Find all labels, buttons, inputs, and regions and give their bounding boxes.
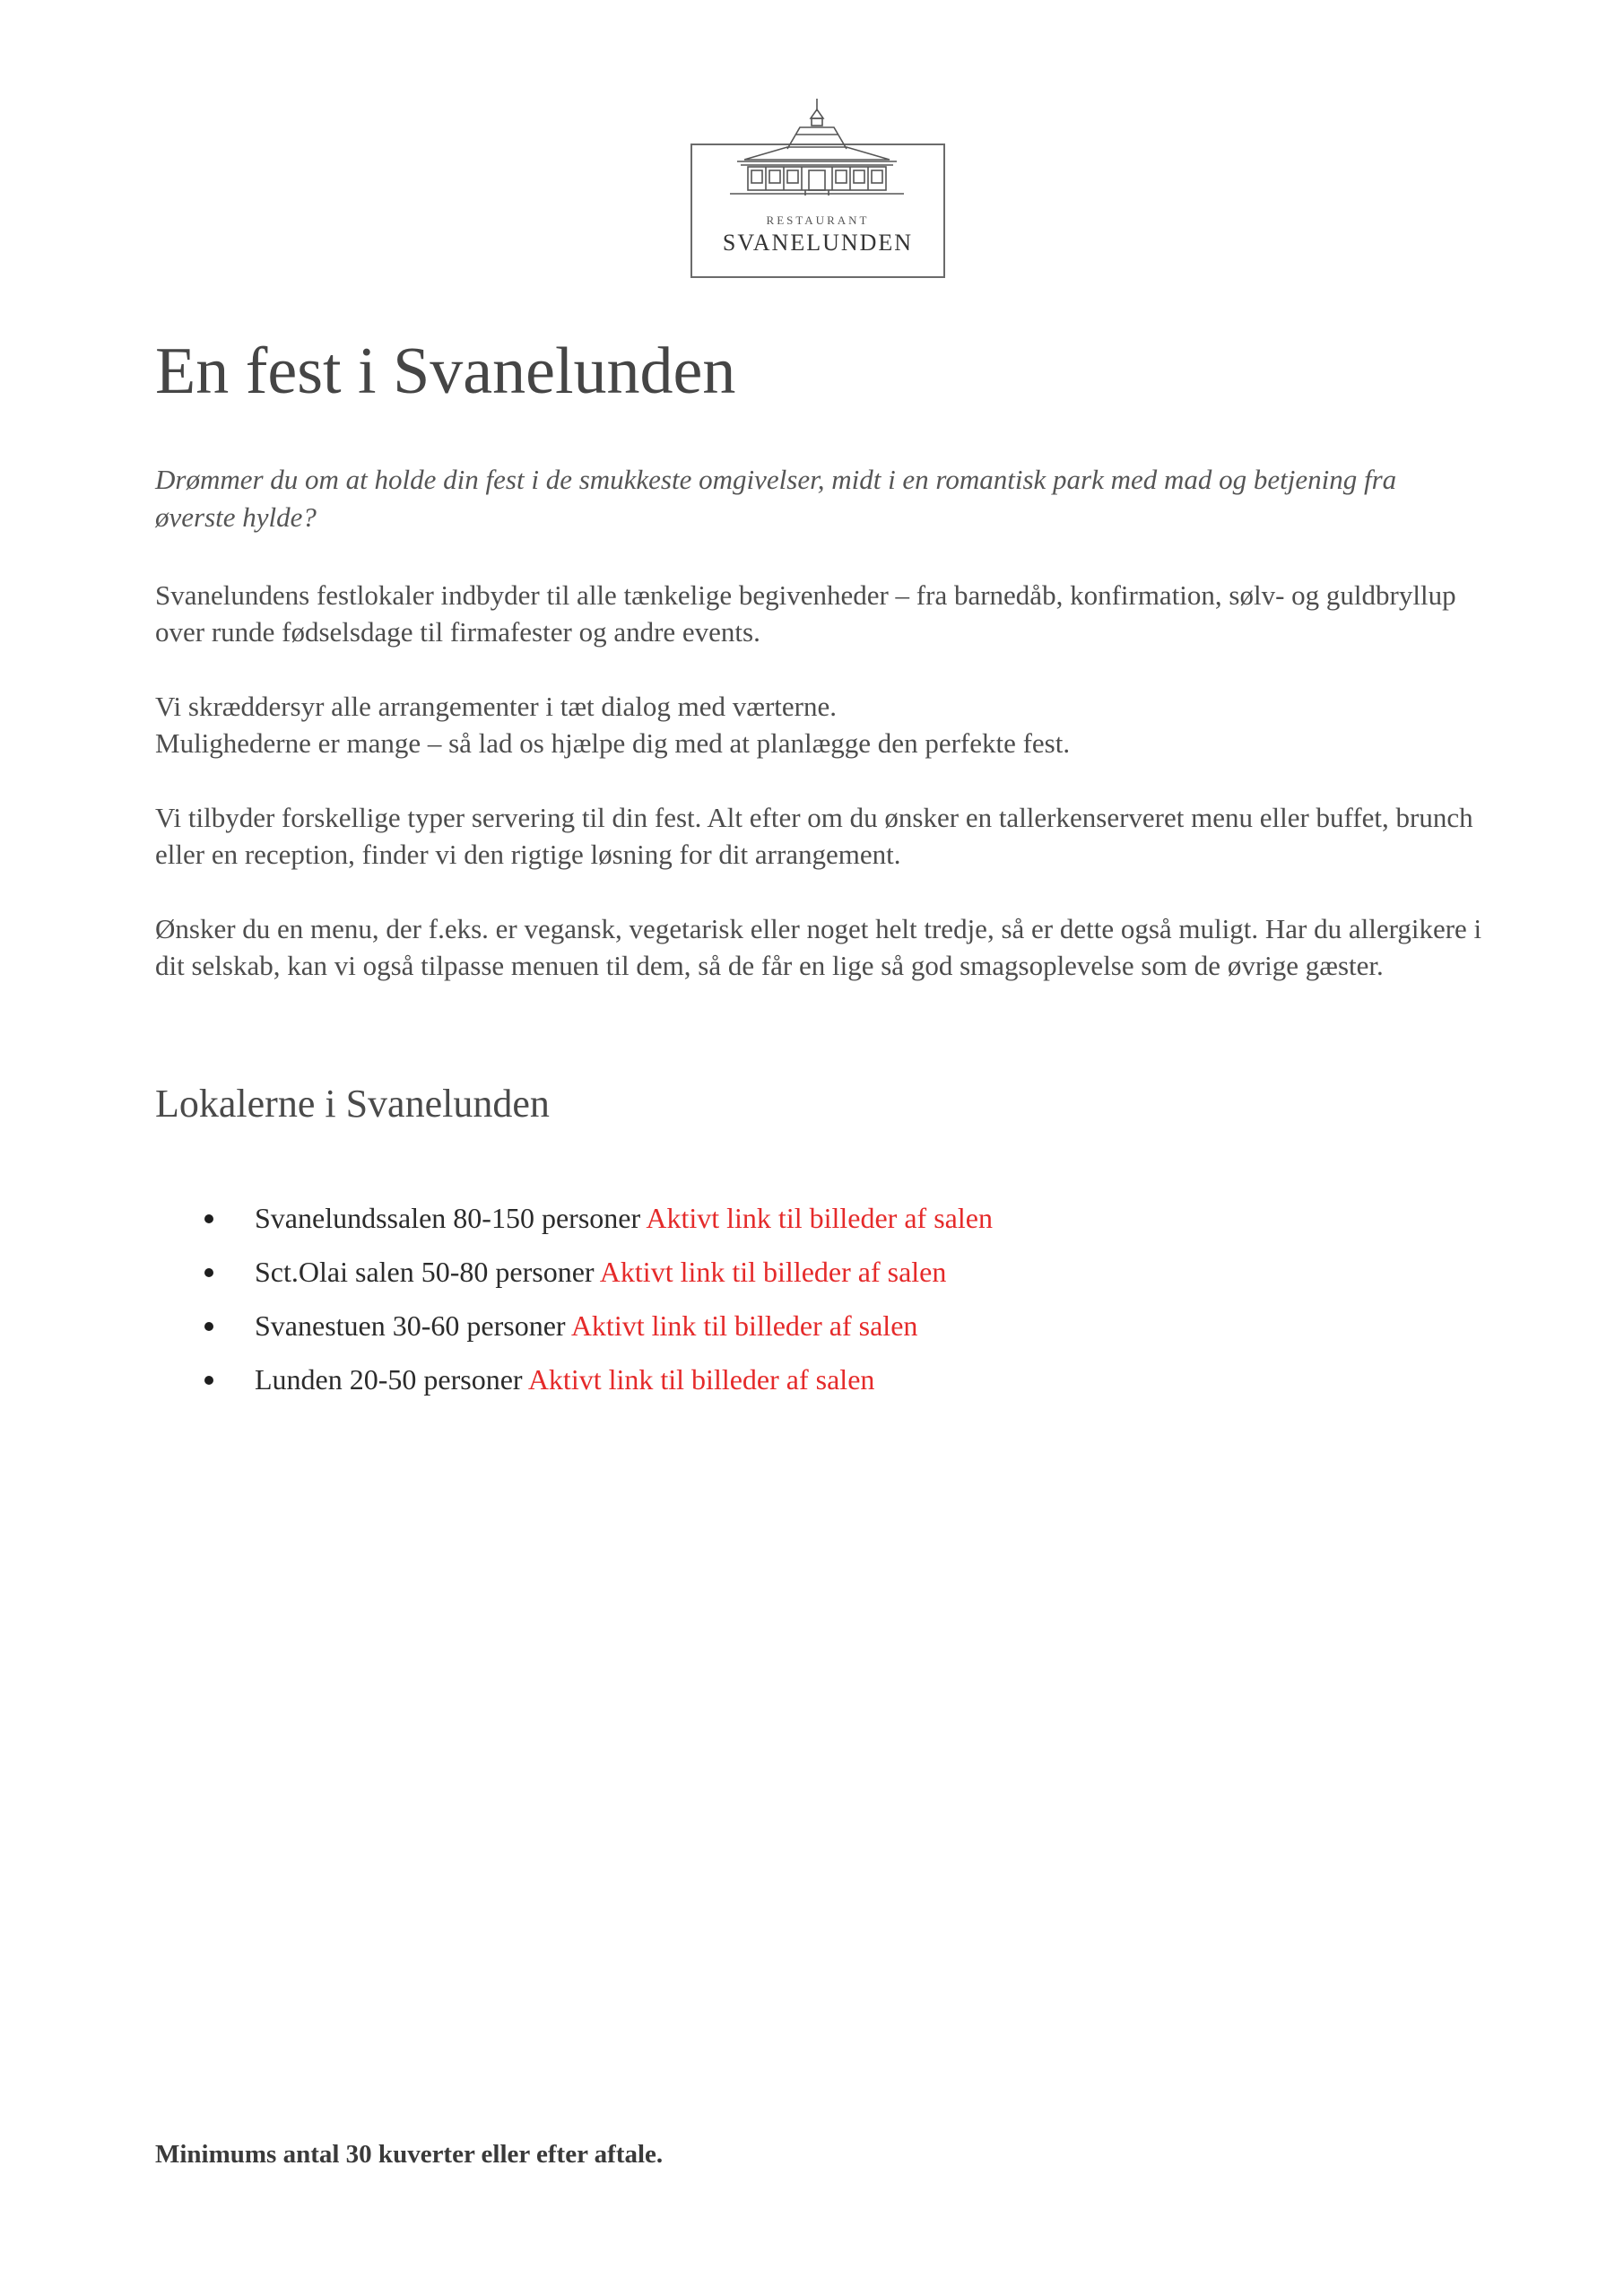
bullet-icon xyxy=(204,1376,213,1385)
page-title: En fest i Svanelunden xyxy=(155,335,736,408)
intro-text: Drømmer du om at holde din fest i de smukkeste omgivelser, midt i en romantisk park med mad og betjening fra øverste hylde? xyxy=(155,464,1397,533)
room-label: Svanestuen 30-60 personer xyxy=(255,1309,566,1342)
room-photos-link[interactable]: Aktivt link til billeder af salen xyxy=(570,1309,918,1342)
room-photos-link[interactable]: Aktivt link til billeder af salen xyxy=(527,1363,875,1396)
bullet-icon xyxy=(204,1214,213,1223)
minimum-guests-note: Minimums antal 30 kuverter eller efter aftale. xyxy=(155,2140,664,2169)
logo-name: SVANELUNDEN xyxy=(722,230,914,256)
restaurant-logo xyxy=(690,97,943,276)
room-label: Sct.Olai salen 50-80 personer xyxy=(255,1256,595,1288)
paragraph-serving: Vi tilbyder forskellige typer servering til din fest. Alt efter om du ønsker en tallerkenserveret menu eller buffet, brunch eller en reception, finder vi den rigtige løsning for dit arrangement. xyxy=(155,802,1473,870)
room-label: Lunden 20-50 personer xyxy=(255,1363,523,1396)
paragraph-dietary: Ønsker du en menu, der f.eks. er vegansk, vegetarisk eller noget helt tredje, så er dette også muligt. Har du allergikere i dit selskab, kan vi også tilpasse menuen til dem, så de får en lige så god smagsoplevelse som de øvrige gæster. xyxy=(155,913,1482,981)
room-entry xyxy=(255,1308,917,1344)
paragraph-events: Svanelundens festlokaler indbyder til alle tænkelige begivenheder – fra barnedåb, konfirmation, sølv- og guldbryllup over runde fødselsdage til firmafester og andre events. xyxy=(155,579,1456,648)
bullet-icon xyxy=(204,1268,213,1277)
logo-restaurant-label: RESTAURANT xyxy=(766,213,870,227)
room-photos-link[interactable]: Aktivt link til billeder af salen xyxy=(599,1256,947,1288)
paragraph-tailored-text: Vi skræddersyr alle arrangementer i tæt dialog med værterne. Mulighederne er mange – så lad os hjælpe dig med at planlægge den perfekte fest. xyxy=(155,691,1071,759)
room-entry xyxy=(255,1361,874,1397)
room-entry xyxy=(255,1254,946,1290)
room-photos-link[interactable]: Aktivt link til billeder af salen xyxy=(646,1202,993,1234)
room-entry xyxy=(255,1200,993,1236)
paragraph-tailored xyxy=(155,688,1500,761)
pavilion-icon xyxy=(690,97,945,213)
room-label: Svanelundssalen 80-150 personer xyxy=(255,1202,641,1234)
bullet-icon xyxy=(204,1322,213,1331)
rooms-heading: Lokalerne i Svanelunden xyxy=(155,1082,550,1126)
